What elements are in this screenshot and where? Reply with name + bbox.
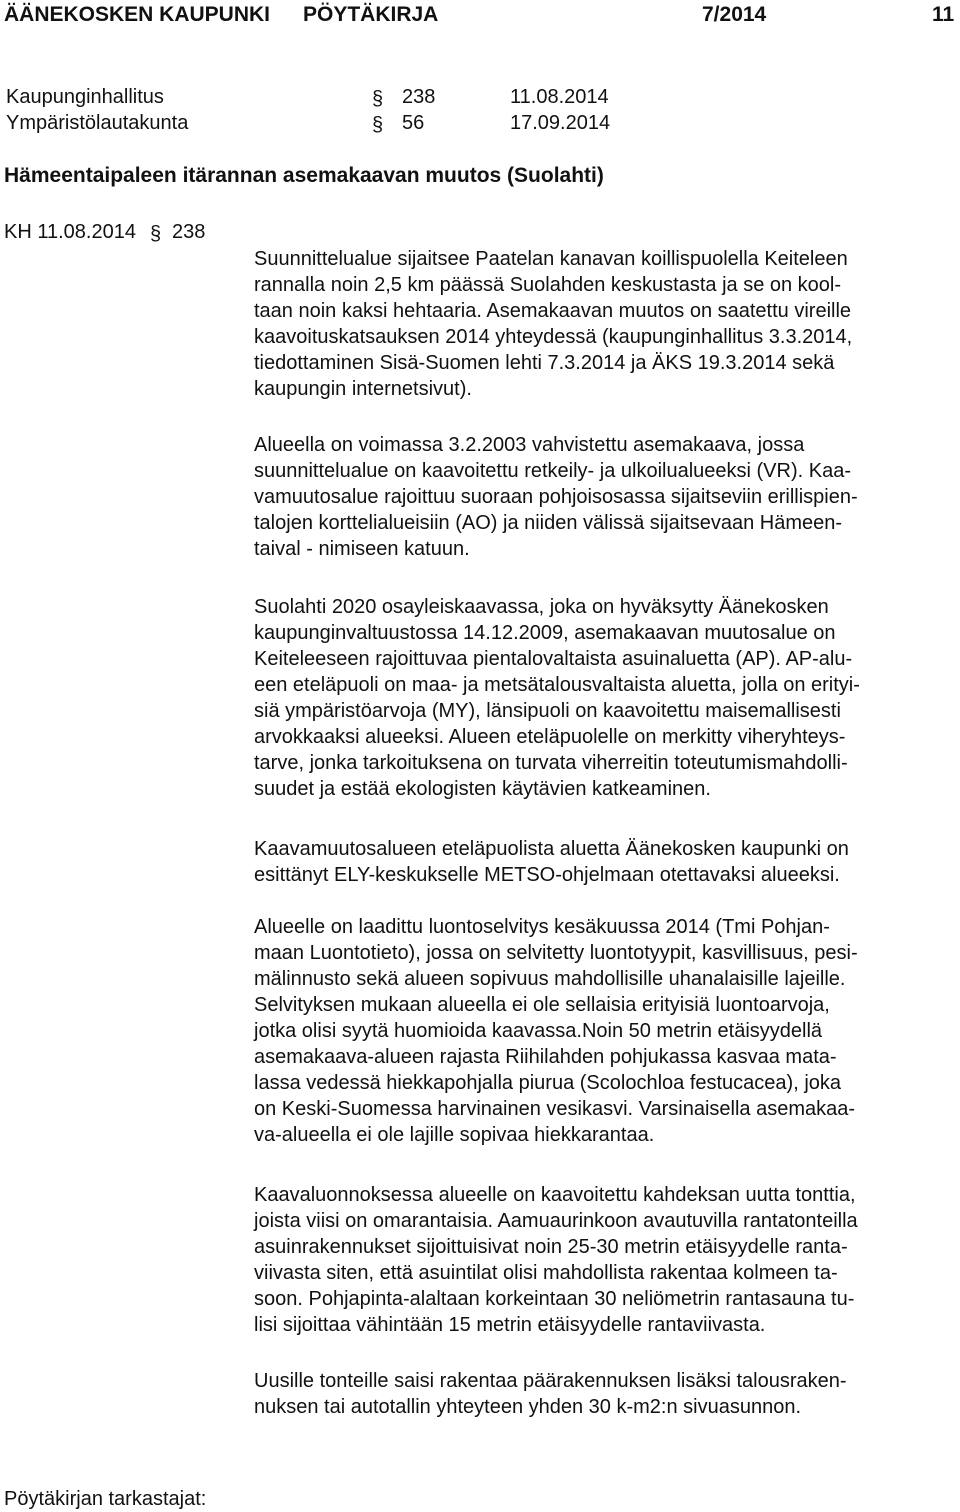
paragraph-line: esittänyt ELY-keskukselle METSO-ohjelmaan otettavaksi alueeksi. — [254, 864, 840, 886]
header-issue: 7/2014 — [702, 3, 767, 26]
paragraph-line: vamuutosalue rajoittuu suoraan pohjoisosassa sijaitseviin erillispien- — [254, 486, 858, 508]
paragraph-line: asuinrakennukset sijoittuisivat noin 25-30 metrin etäisyydelle ranta- — [254, 1236, 848, 1258]
paragraph-line: Suunnittelualue sijaitsee Paatelan kanavan koillispuolella Keiteleen — [254, 248, 848, 270]
paragraph-line: tarve, jonka tarkoituksena on turvata viherreitin toteutumismahdolli- — [254, 752, 848, 774]
paragraph-planning-area — [254, 246, 954, 402]
kh-entry-label: KH 11.08.2014 — [4, 221, 136, 243]
paragraph-current-plan — [254, 432, 954, 562]
paragraph-line: kaupunginvaltuustossa 14.12.2009, asemakaavan muutosalue on — [254, 622, 836, 644]
paragraph-line: Kaavamuutosalueen eteläpuolista aluetta Äänekosken kaupunki on — [254, 838, 849, 860]
svg-text:§: § — [372, 114, 384, 136]
paragraph-line: talojen korttelialueisiin (AO) ja niiden välissä sijaitsevaan Hämeen- — [254, 512, 843, 534]
paragraph-line: Alueella on voimassa 3.2.2003 vahvistettu asemakaava, jossa — [254, 434, 805, 456]
section-sign-icon — [150, 221, 164, 245]
paragraph-line: Alueelle on laadittu luontoselvitys kesäkuussa 2014 (Tmi Pohjan- — [254, 916, 830, 938]
paragraph-line: suudet ja estää ekologisten käytävien katkeaminen. — [254, 778, 711, 800]
paragraph-line: kaavoituskatsauksen 2014 yhteydessä (kaupunginhallitus 3.3.2014, — [254, 326, 853, 348]
footer-inspectors-label: Pöytäkirjan tarkastajat: — [4, 1488, 207, 1510]
paragraph-line: asemakaava-alueen rajasta Riihilahden pohjukassa kasvaa mata- — [254, 1046, 837, 1068]
paragraph-line: suunnittelualue on kaavoitettu retkeily- ja ulkoilualueeksi (VR). Kaa- — [254, 460, 851, 482]
svg-text:§: § — [372, 88, 384, 110]
paragraph-master-plan — [254, 594, 954, 802]
meeting-date-2: 17.09.2014 — [510, 112, 611, 134]
paragraph-line: Uusille tonteille saisi rakentaa päärakennuksen lisäksi talousraken- — [254, 1370, 847, 1392]
page-number: 11 — [932, 3, 955, 26]
paragraph-plan-draft — [254, 1182, 954, 1338]
svg-text:§: § — [150, 223, 162, 245]
meeting-body-2: Ympäristölautakunta — [6, 112, 189, 134]
paragraph-line: een eteläpuoli on maa- ja metsätalousvaltaista aluetta, jolla on erityi- — [254, 674, 860, 696]
paragraph-line: Keiteleeseen rajoittuvaa pientalovaltaista asuinaluetta (AP). AP-alu- — [254, 648, 853, 670]
paragraph-new-lots — [254, 1368, 954, 1420]
paragraph-line: taan noin kaksi hehtaaria. Asemakaavan muutos on saatettu vireille — [254, 300, 852, 322]
paragraph-line: va-alueella ei ole lajille sopivaa hiekkarantaa. — [254, 1124, 655, 1146]
paragraph-metso — [254, 836, 954, 888]
meeting-date-1: 11.08.2014 — [510, 86, 609, 108]
paragraph-line: siä ympäristöarvoja (MY), länsipuoli on kaavoitettu maisemallisesti — [254, 700, 841, 722]
paragraph-line: Kaavaluonnoksessa alueelle on kaavoitettu kahdeksan uutta tonttia, — [254, 1184, 856, 1206]
paragraph-line: jotka olisi syytä huomioida kaavassa.Noin 50 metrin etäisyydellä — [254, 1020, 823, 1042]
paragraph-line: lisi sijoittaa vähintään 15 metrin etäisyydelle rantaviivasta. — [254, 1314, 766, 1336]
meeting-body-1: Kaupunginhallitus — [6, 86, 164, 108]
paragraph-line: maan Luontotieto), jossa on selvitetty luontotyypit, kasvillisuus, pesi- — [254, 942, 858, 964]
paragraph-line: taival - nimiseen katuun. — [254, 538, 470, 560]
paragraph-line: tiedottaminen Sisä-Suomen lehti 7.3.2014 ja ÄKS 19.3.2014 sekä — [254, 352, 835, 374]
paragraph-line: mälinnusto sekä alueen sopivuus mahdollisille uhanalaisille lajeille. — [254, 968, 846, 990]
header-organization: ÄÄNEKOSKEN KAUPUNKI — [4, 3, 271, 26]
document-title: Hämeentaipaleen itärannan asemakaavan muutos (Suolahti) — [4, 164, 604, 187]
paragraph-line: joista viisi on omarantaisia. Aamuaurinkoon avautuvilla rantatonteilla — [254, 1210, 858, 1232]
paragraph-line: soon. Pohjapinta-alaltaan korkeintaan 30 neliömetrin rantasauna tu- — [254, 1288, 855, 1310]
paragraph-line: kaupungin internetsivut). — [254, 378, 472, 400]
paragraph-line: nuksen tai autotallin yhteyteen yhden 30 k-m2:n sivuasunnon. — [254, 1396, 802, 1418]
section-sign-icon — [372, 112, 386, 136]
section-sign-icon — [372, 86, 386, 110]
meeting-section-2: 56 — [402, 112, 425, 134]
paragraph-line: viivasta siten, että asuintilat olisi mahdollista rakentaa kolmeen ta- — [254, 1262, 838, 1284]
paragraph-line: arvokkaaksi alueeksi. Alueen eteläpuolelle on merkitty viheryhteys- — [254, 726, 846, 748]
header-doc-type: PÖYTÄKIRJA — [303, 3, 439, 26]
paragraph-line: rannalla noin 2,5 km päässä Suolahden keskustasta ja se on kool- — [254, 274, 842, 296]
paragraph-line: Suolahti 2020 osayleiskaavassa, joka on hyväksytty Äänekosken — [254, 596, 829, 618]
paragraph-nature-survey — [254, 914, 954, 1148]
paragraph-line: Selvityksen mukaan alueella ei ole sellaisia erityisiä luontoarvoja, — [254, 994, 830, 1016]
kh-entry-section: 238 — [172, 221, 206, 243]
meeting-section-1: 238 — [402, 86, 436, 108]
paragraph-line: lassa vedessä hiekkapohjalla piurua (Scolochloa festucacea), joka — [254, 1072, 842, 1094]
paragraph-line: on Keski-Suomessa harvinainen vesikasvi. Varsinaisella asemakaa- — [254, 1098, 856, 1120]
